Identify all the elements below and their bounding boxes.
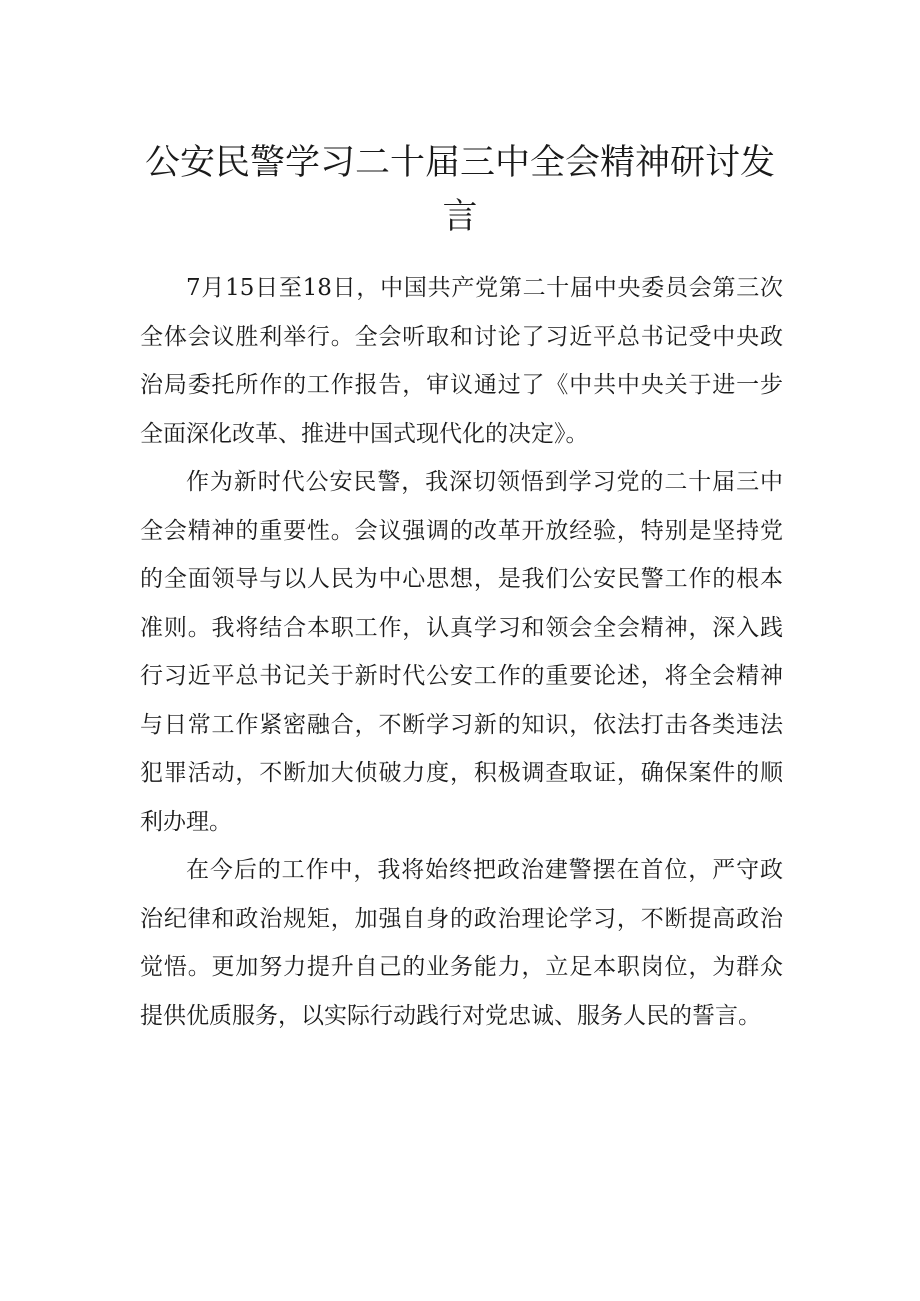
paragraph-1: 7月15日至18日，中国共产党第二十届中央委员会第三次全体会议胜利举行。全会听取和讨论了习近平总书记受中央政治局委托所作的工作报告，审议通过了《中共中央关于进一步全面深化改革、推进中国式现代化的决定》。 xyxy=(140,275,783,447)
document-body xyxy=(140,264,783,1040)
title-line-1: 公安民警学习二十届三中全会精神研讨发 xyxy=(144,143,775,183)
paragraph-2: 作为新时代公安民警，我深切领悟到学习党的二十届三中全会精神的重要性。会议强调的改革开放经验，特别是坚持党的全面领导与以人民为中心思想，是我们公安民警工作的根本准则。我将结合本职工作，认真学习和领会全会精神，深入践行习近平总书记关于新时代公安工作的重要论述，将全会精神与日常工作紧密融合，不断学习新的知识，依法打击各类违法犯罪活动，不断加大侦破力度，积极调查取证，确保案件的顺利办理。 xyxy=(140,469,783,835)
title-line-2: 言 xyxy=(442,197,478,237)
paragraph-3: 在今后的工作中，我将始终把政治建警摆在首位，严守政治纪律和政治规矩，加强自身的政治理论学习，不断提高政治觉悟。更加努力提升自己的业务能力，立足本职岗位，为群众提供优质服务，以实际行动践行对党忠诚、服务人民的誓言。 xyxy=(140,857,783,1029)
document-title xyxy=(140,136,780,244)
